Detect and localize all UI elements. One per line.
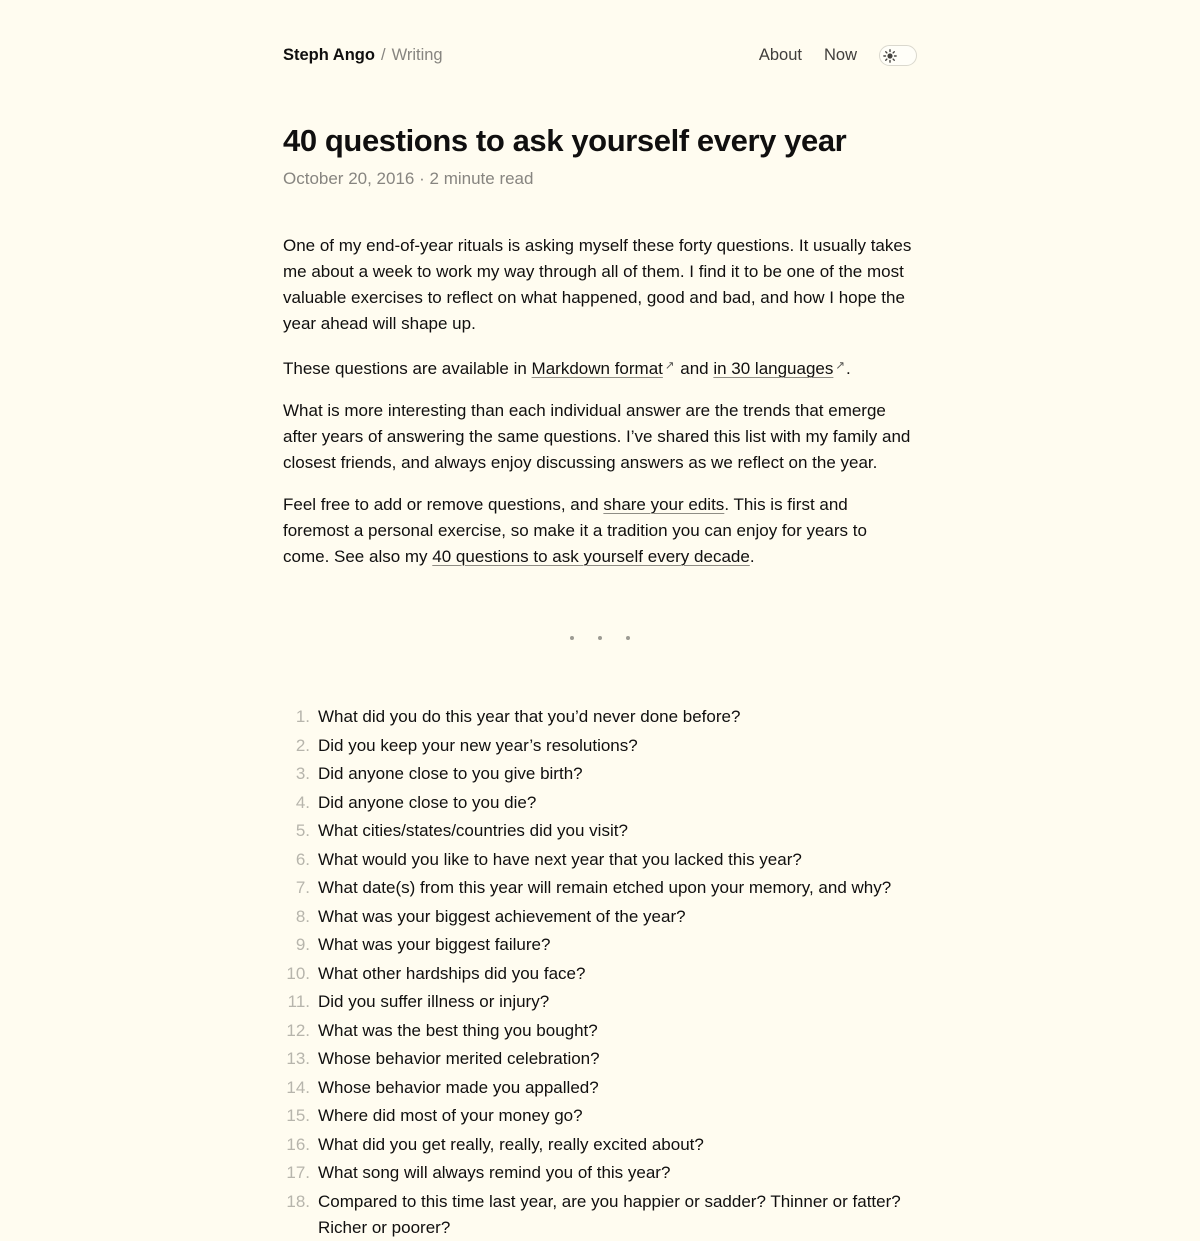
question-list xyxy=(283,704,917,1241)
list-item-text: What other hardships did you face? xyxy=(318,963,586,983)
list-item-text: What date(s) from this year will remain etched upon your memory, and why? xyxy=(318,878,892,897)
external-link-icon: ↗ xyxy=(664,360,675,372)
list-item-text: What was your biggest achievement of the year? xyxy=(318,906,686,926)
list-item xyxy=(283,1046,917,1072)
post-date: October 20, 2016 xyxy=(283,169,415,188)
list-item-text: What did you do this year that you’d never done before? xyxy=(318,707,741,726)
list-item xyxy=(283,847,917,873)
list-item-text: Whose behavior merited celebration? xyxy=(318,1049,600,1068)
list-item-number: 3. xyxy=(295,764,310,783)
site-name-link[interactable]: Steph Ango xyxy=(283,46,375,64)
meta-separator: · xyxy=(419,169,425,188)
list-item xyxy=(283,1103,917,1129)
header-nav xyxy=(759,45,917,66)
paragraph-text: These questions are available in xyxy=(283,359,532,378)
nav-about-link[interactable]: About xyxy=(758,46,802,64)
list-item xyxy=(283,1075,917,1101)
list-item-text: What was your biggest failure? xyxy=(318,935,551,954)
paragraph-text: . This is first and foremost a personal exercise, so make it a tradition you can enjoy for years to come. See also my xyxy=(283,495,867,566)
paragraph-text: Feel free to add or remove questions, and xyxy=(283,495,604,514)
list-item-number: 2. xyxy=(295,735,310,755)
list-item xyxy=(283,1189,917,1241)
list-item xyxy=(283,989,917,1015)
list-item-number: 16. xyxy=(286,1134,310,1154)
list-item-number: 17. xyxy=(286,1163,310,1182)
list-item-number: 4. xyxy=(295,792,310,812)
paragraph-trends xyxy=(283,398,917,476)
list-item xyxy=(283,790,917,816)
list-item-text: Compared to this time last year, are you happier or sadder? Thinner or fatter? Richer or poorer? xyxy=(318,1191,901,1237)
breadcrumb-section-link[interactable]: Writing xyxy=(391,46,443,64)
list-item xyxy=(283,704,917,730)
theme-toggle[interactable] xyxy=(879,45,917,66)
list-item-number: 7. xyxy=(295,878,310,897)
list-item-number: 15. xyxy=(286,1106,310,1125)
list-item-text: What would you like to have next year that you lacked this year? xyxy=(318,849,802,869)
list-item-number: 10. xyxy=(286,963,310,983)
external-link-icon: ↗ xyxy=(835,360,846,372)
list-item-number: 1. xyxy=(295,707,310,726)
paragraph-intro xyxy=(283,233,917,337)
list-item-number: 12. xyxy=(286,1020,310,1040)
paragraph-text: . xyxy=(749,547,755,566)
paragraph-share xyxy=(283,492,917,570)
list-item-text: Did anyone close to you give birth? xyxy=(318,764,583,783)
list-item-number: 11. xyxy=(287,992,310,1011)
list-item xyxy=(283,961,917,987)
list-item xyxy=(283,1132,917,1158)
link-30-languages[interactable]: in 30 languages xyxy=(713,359,834,378)
list-item xyxy=(283,932,917,958)
list-item-number: 5. xyxy=(295,821,310,840)
list-item-number: 18. xyxy=(286,1191,310,1211)
page-container xyxy=(283,0,917,1241)
list-item-text: Did you suffer illness or injury? xyxy=(318,992,550,1011)
list-item xyxy=(283,875,917,901)
list-item xyxy=(283,733,917,759)
section-divider xyxy=(283,620,917,656)
breadcrumb xyxy=(283,45,443,66)
paragraph-text: . xyxy=(846,359,851,378)
link-markdown-format[interactable]: Markdown format xyxy=(531,359,663,378)
breadcrumb-separator: / xyxy=(380,46,386,64)
page-title: 40 questions to ask yourself every year xyxy=(283,123,847,158)
sun-icon xyxy=(883,49,897,63)
site-header xyxy=(283,45,917,66)
list-item-number: 6. xyxy=(295,849,310,869)
list-item-number: 8. xyxy=(295,906,310,926)
paragraph-text: and xyxy=(675,359,714,378)
list-item-text: What song will always remind you of this year? xyxy=(318,1163,671,1182)
link-40-questions-decade[interactable]: 40 questions to ask yourself every decade xyxy=(432,547,750,566)
paragraph-text: What is more interesting than each individual answer are the trends that emerge after years of answering the same questions. I’ve shared this list with my family and closest friends, and always enjoy discussing answers as we reflect on the year. xyxy=(283,401,911,472)
list-item xyxy=(283,818,917,844)
list-item-text: Whose behavior made you appalled? xyxy=(318,1077,599,1097)
list-item xyxy=(283,761,917,787)
list-item-text: Where did most of your money go? xyxy=(318,1106,583,1125)
article xyxy=(283,122,917,1241)
list-item-text: What was the best thing you bought? xyxy=(318,1020,598,1040)
paragraph-links xyxy=(283,353,917,382)
read-time: 2 minute read xyxy=(429,169,534,188)
list-item xyxy=(283,904,917,930)
list-item xyxy=(283,1160,917,1186)
divider-dot xyxy=(570,636,574,640)
list-item-number: 9. xyxy=(295,935,310,954)
list-item-text: What cities/states/countries did you visit? xyxy=(318,821,628,840)
divider-dot xyxy=(598,636,602,640)
link-share-your-edits[interactable]: share your edits xyxy=(603,495,725,514)
post-meta xyxy=(283,169,917,189)
list-item-number: 13. xyxy=(286,1049,310,1068)
list-item-text: Did anyone close to you die? xyxy=(318,792,537,812)
nav-now-link[interactable]: Now xyxy=(823,46,857,64)
list-item xyxy=(283,1018,917,1044)
article-body xyxy=(283,233,917,570)
list-item-text: Did you keep your new year’s resolutions? xyxy=(318,735,638,755)
list-item-number: 14. xyxy=(286,1077,310,1097)
divider-dot xyxy=(626,636,630,640)
list-item-text: What did you get really, really, really excited about? xyxy=(318,1134,704,1154)
paragraph-text: One of my end-of-year rituals is asking myself these forty questions. It usually takes me about a week to work my way through all of them. I find it to be one of the most valuable exercises to reflect on what happened, good and bad, and how I hope the year ahead will shape up. xyxy=(283,236,912,333)
